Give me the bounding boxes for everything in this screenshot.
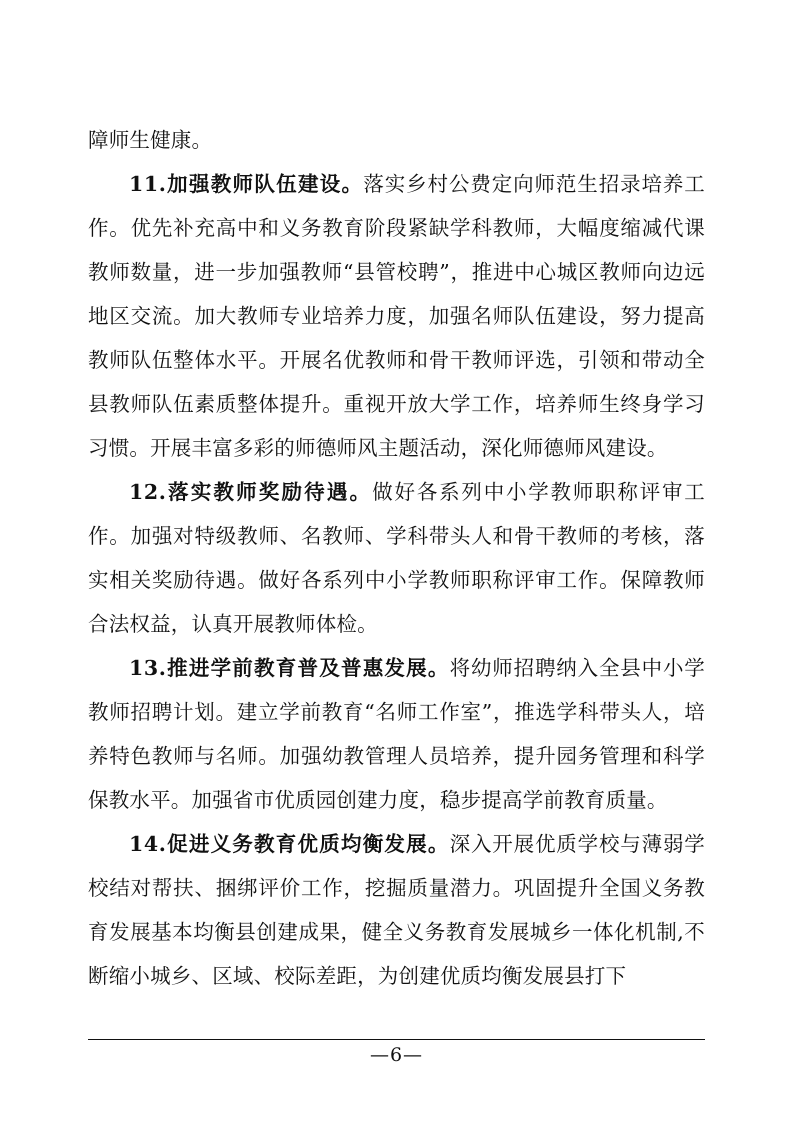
paragraph-lead: 12.落实教师奖励待遇。: [129, 480, 373, 504]
paragraph-item-12: [88, 470, 705, 646]
document-body: [88, 118, 705, 998]
paragraph-lead: 11.加强教师队伍建设。: [129, 172, 364, 196]
paragraph-text: 做好各系列中小学教师职称评审工作。加强对特级教师、名教师、学科带头人和骨干教师的考核，落实相关奖励待遇。做好各系列中小学教师职称评审工作。保障教师合法权益，认真开展教师体检。: [88, 480, 705, 636]
paragraph-item-13: [88, 646, 705, 822]
paragraph-text: 将幼师招聘纳入全县中小学教师招聘计划。建立学前教育“名师工作室”，推选学科带头人，培养特色教师与名师。加强幼教管理人员培养，提升园务管理和科学保教水平。加强省市优质园创建力度，稳步提高学前教育质量。: [88, 656, 706, 812]
paragraph-text: 落实乡村公费定向师范生招录培养工作。优先补充高中和义务教育阶段紧缺学科教师，大幅度缩减代课教师数量，进一步加强教师“县管校聘”，推进中心城区教师向边远地区交流。加大教师专业培养力度，加强名师队伍建设，努力提高教师队伍整体水平。开展名优教师和骨干教师评选，引领和带动全县教师队伍素质整体提升。重视开放大学工作，培养师生终身学习习惯。开展丰富多彩的师德师风主题活动，深化师德师风建设。: [88, 172, 705, 460]
paragraph-item-14: [88, 822, 705, 998]
paragraph-continued: [88, 118, 705, 162]
paragraph-item-11: [88, 162, 705, 470]
page-number: —6—: [369, 1044, 424, 1066]
paragraph-lead: 13.推进学前教育普及普惠发展。: [129, 656, 450, 680]
paragraph-lead: 14.促进义务教育优质均衡发展。: [129, 832, 450, 856]
paragraph-text: 障师生健康。: [88, 128, 213, 152]
paragraph-text: 深入开展优质学校与薄弱学校结对帮扶、捆绑评价工作，挖掘质量潜力。巩固提升全国义务教育发展基本均衡县创建成果，健全义务教育发展城乡一体化机制,不断缩小城乡、区域、校际差距，为创建优质均衡发展县打下: [88, 832, 706, 988]
footer-divider: [88, 1039, 705, 1040]
